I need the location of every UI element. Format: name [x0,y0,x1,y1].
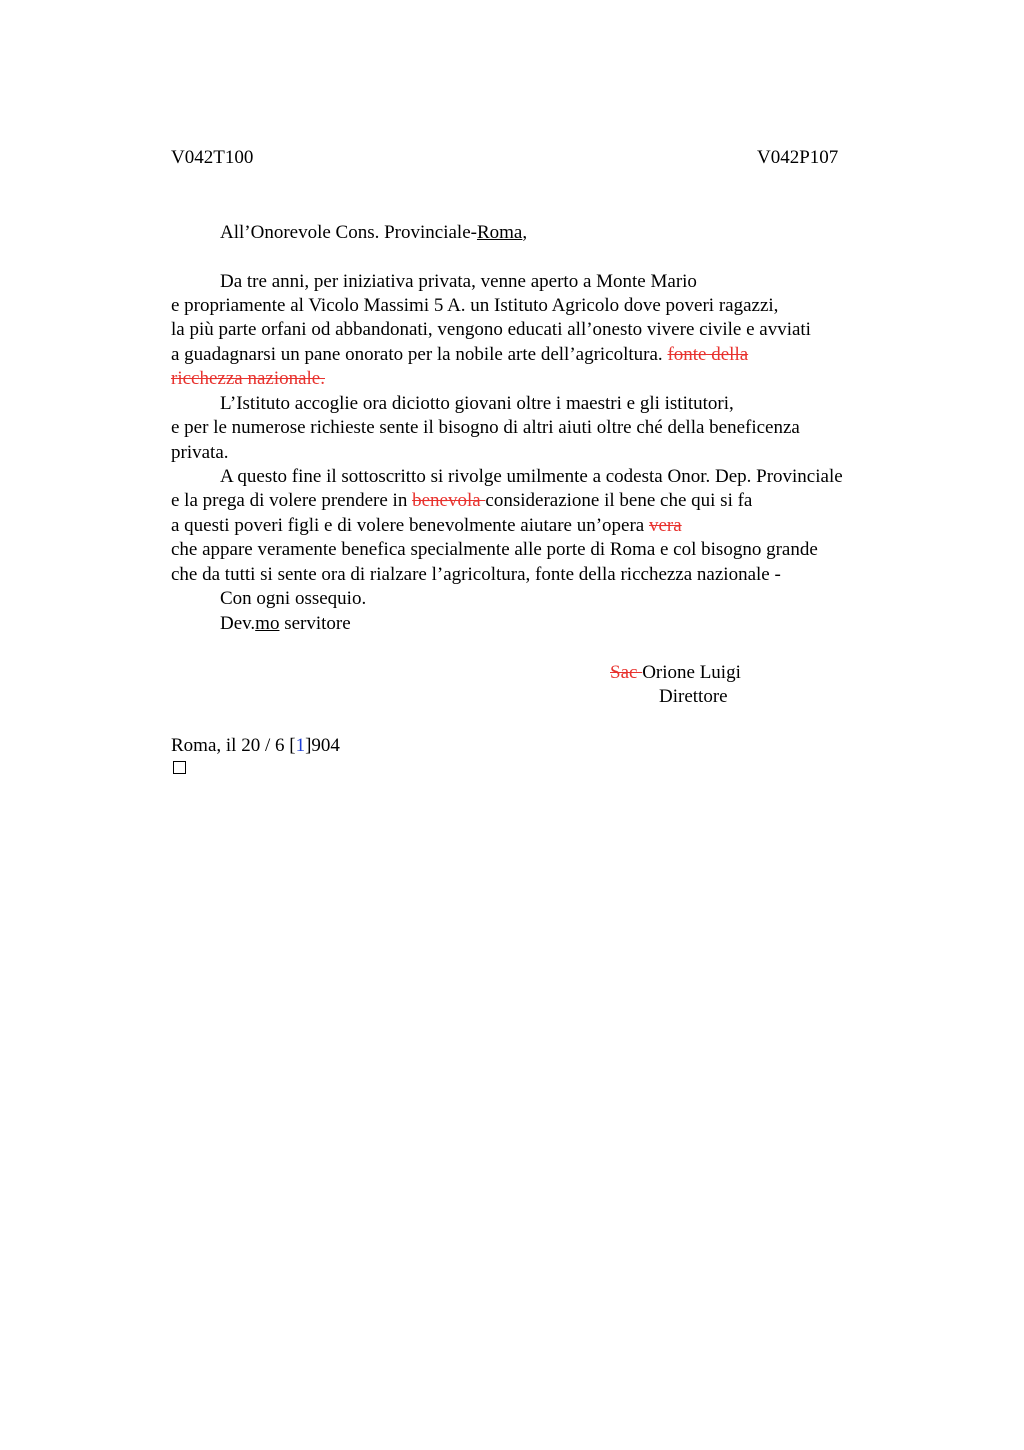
body-line: L’Istituto accoglie ora diciotto giovani oltre i maestri e gli istitutori, [220,393,734,414]
closing-line: Con ogni ossequio. [220,588,367,609]
body-line: che appare veramente benefica specialmente alle porte di Roma e col bisogno grande [171,539,818,560]
body-text: a guadagnarsi un pane onorato per la nobile arte dell’agricoltura. [171,344,668,365]
body-text: considerazione il bene che qui si fa [485,490,753,511]
dateline [171,734,340,758]
body-line: e propriamente al Vicolo Massimi 5 A. un Istituto Agricolo dove poveri ragazzi, [171,295,779,316]
body-line: Da tre anni, per iniziativa privata, venne aperto a Monte Mario [220,271,697,292]
body-line: e per le numerose richieste sente il bisogno di altri aiuti oltre ché della beneficenza [171,417,800,438]
signature-role: Direttore [659,686,728,707]
body-text: e la prega di volere prendere in [171,490,413,511]
dateline-text: ]904 [305,735,340,756]
body-line: A questo fine il sottoscritto si rivolge umilmente a codesta Onor. Dep. Provinciale [220,466,843,487]
closing-text: servitore [279,613,351,634]
salutation [220,221,527,245]
signature-name [610,661,741,685]
deleted-text: fonte della [667,344,749,365]
salutation-city: Roma [476,222,523,243]
body-line [171,514,682,538]
salutation-suffix: , [522,222,528,243]
closing-line [220,612,351,636]
body-text: a questi poveri figli e di volere benevolmente aiutare un’opera [171,515,649,536]
header-right-code: V042P107 [757,147,839,168]
dateline-text: Roma, il 20 / 6 [ [171,735,296,756]
body-line: la più parte orfani od abbandonati, vengono educati all’onesto vivere civile e avviati [171,319,811,340]
header-left-code: V042T100 [171,147,254,168]
deleted-text: ricchezza nazionale. [171,368,325,389]
body-line [171,489,752,513]
body-line: che da tutti si sente ora di rialzare l’agricoltura, fonte della ricchezza nazionale - [171,564,781,585]
deleted-text: vera [648,515,682,536]
editorial-note: 1 [295,735,306,756]
signature-name-text: Orione Luigi [642,662,741,683]
body-line: privata. [171,442,229,463]
deleted-text: Sac [610,662,643,683]
closing-superscript: mo [255,613,280,634]
salutation-prefix: All’Onorevole Cons. Provinciale- [220,222,477,243]
closing-text: Dev. [220,613,256,634]
empty-box-icon [173,761,186,774]
deleted-text: benevola [412,490,486,511]
body-line [171,343,748,367]
